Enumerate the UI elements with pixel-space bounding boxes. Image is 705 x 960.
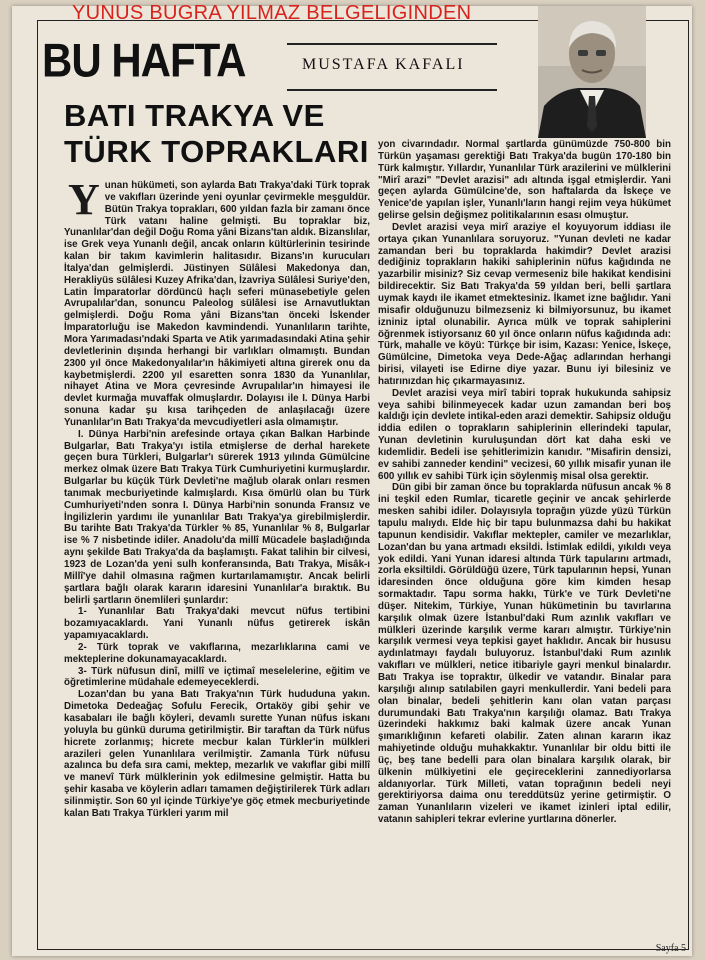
article-headline: BATI TRAKYA VE TÜRK TOPRAKLARI [64,98,369,169]
page-number: Sayfa 5 [655,943,686,954]
archive-watermark: YUNUS BUGRA YILMAZ BELGELIGINDEN [72,2,472,24]
article-column-right [378,139,671,826]
article-column-left [64,175,370,820]
article-paragraph: 2- Türk toprak ve vakıflarına, mezarlıklarına cami ve mekteplerine dokunamayacaklardı. [64,641,370,665]
article-paragraph: Devlet arazisi veya mirî araziye el koyuyorum iddiası ile ortaya çıkan Yunanlılara soruyoruz. "Yunan devleti ne kadar zamandan beri bu topraklarda hakimdir? Devlet arazisi dediğiniz toprakların hakiki sahiplerinin nüfus kağıdında ne yazarbilir misiniz? Siz cevap vermeseniz bile hakikat kendisini bildirecektir. Siz Batı Trakya'da 59 yıldan beri, belli şartlara uymak kaydı ile ikamet etmektesiniz. İkamet izne bağlıdır. Yani misafir olduğunuzu bilmezseniz ki bilmiyorsunuz, bu ikamet izniniz iptal olunabilir. Ayrıca mülk ve toprak sahiplerini öğrenmek istiyorsanız 60 yıl önce onların nüfus kağıdında adı: Türk, mahalle ve köyü: Türkçe bir isim, Kazası: Yenice, İskeçe, Gümülcine, Dimetoka veya Dede-Ağaç adlarından herhangi birisi, vilayeti ise Edirne diye yazar. Bunu iyi bilesiniz ve hatırınızdan hiç çıkarmayasınız. [378,221,671,387]
article-paragraph: 1- Yunanlılar Batı Trakya'daki mevcut nüfus tertibini bozamıyacaklardı. Yani Yunanlı nüfus getirerek iskân yapamıyacaklardı. [64,606,370,642]
article-paragraph: Lozan'dan bu yana Batı Trakya'nın Türk hududuna yakın. Dimetoka Dedeağaç Sofulu Ferecik, Ortaköy gibi şehir ve kasabaları ile bağlı köyleri, devamlı surette Yunan nüfus iskanı yoluyla bu günkü duruma getirilmiştir. Bir taraftan da Türk nüfus hicrete zorlanmış; hicrete mecbur kalan Türkler'in mülkleri arazileri gelen Yunanlılara verilmiştir. Zamanla Türk nüfusu azalınca bu defa sıra cami, mektep, mezarlık ve vakıflar gibi millî ve manevî Türk mülklerinin yok edilmesine gelmiştir. Hatta bu şehir kasaba ve köylerin adları tamamen değiştirilerek Türk adları silinmiştir. Son 60 yıl içinde Türkiye'ye göç etmek mecburiyetinde kalan Batı Trakya Türkleri yarım mil [64,689,370,819]
article-paragraph: 3- Türk nüfusun dinî, millî ve içtimaî meselelerine, eğitim ve öğretimlerine müdahale edemeyeceklerdi. [64,665,370,689]
article-paragraph: yon civarındadır. Normal şartlarda günümüzde 750-800 bin Türkün yaşaması gerektiği Batı Trakya'da bugün 170-180 bin Türk kalmıştır. Yıllardır, Yunanlılar Türk arazilerini ve mülklerini "Mirî arazi" "Devlet arazisi" adı altında işgal etmişlerdir. Yani geçen aylarda Gümülcine'de, son haftalarda da İskeçe ve Yenice'de yapılan işler, Yunanlı'ların hangi rejim veya hükümet gelirse gelsin değişmez politikalarının esası olmuştur. [378,139,671,222]
magazine-page [12,2,692,956]
article-paragraph: Dün gibi bir zaman önce bu topraklarda nüfusun ancak % 8 ini teşkil eden Rumlar, ticaretle geçinir ve ancak şehirlerde mesken sahibi idiler. Dolayısıyla toprağın yüzde yüzü Türkün tapulu malıydı. Elde hiç bir tapu bulunmazsa dahi bu hakikat tapunun kendisidir. Vakıflar mektepler, camiler ve mezarlıklar, Lozan'dan bu yana artmadı eksildi. İstimlak edildi, yıkıldı veya yok edildi. Yani Yunan idaresi altında Türk tapularını artmadı, zorla eksiltildi. Görüldüğü üzere, Türk tapularının hepsi, Yunan idaresinden önce olduğuna göre kim kimden hesap sormaktadır. Tapu sorma hakkı, Türk'e ve Türk Devleti'ne düşer. Nitekim, Türkiye, Yunan hükümetinin bu tavırlarına karşılık olmak üzere İstanbul'daki Rum azınlık vakıfları ve mülkleri üzerinde karşılık verme kararı almıştır. Türkiye'nin karşılık vermesi veya tepkisi gayet haklıdır. Ancak bir hususu aydınlatmayı faydalı buluyoruz. İstanbul'daki Rum azınlık vakıfları ve mülkleri, netice itibariyle gayri menkul binalardır. Batı Trakya ise topraktır, ülkedir ve vatandır. Binalar para karşılığı alınıp satılabilen gayri menkullerdir. Yani bedeli para olan binalar, bedeli şehitlerin kanı olan vatan parçası durumundaki Batı Trakya'nın karşılığı olamaz. Batı Trakya üzerindeki hakkımız baki kalmak üzere ancak Yunan şımarıklığının kefareti olabilir. Zaten alınan kararın ikaz mahiyetinde olduğu muhakkaktır. Yunanlılar bir oldu bitti ile üç, beş tane bedelli para olan binalara karşılık olarak, bir ülkenin mülkiyetini ele geçireceklerini zannediyorlarsa aldanıyorlar. Türk Milleti, vatan toprağının bedeli neyi gerektiriyorsa daima onu tereddütsüz yerine getirmiştir. O zaman Yunanlıların vizeleri ve ikamet izinleri iptal edilir, vatanın sahipleri tekrar evlerine yurtlarına dönerler. [378,482,671,826]
drop-cap: Y [68,175,100,224]
author-name: MUSTAFA KAFALI [302,56,465,73]
article-paragraph: Devlet arazisi veya mirî tabiri toprak hukukunda sahipsiz veya sahibi bilinmeyecek kadar uzun zamandan beri boş kaldığı için devlete intikal-eden arazi demektir. Sahipsiz olduğu iddia edilen o toprakların sahiplerinin ellerindeki tapular, Yunan devletinin kuruluşundan dört kat daha eski ve kıdemlidir. Bedeli ise şehitlerimizin kanıdır. "Misafirin densizi, ev sahibi zanneder kendini" vecizesi, 60 yıllık misafir yunan ile 600 yıllık ev sahibi Türk için söylenmiş misal olsa gerektir. [378,387,671,482]
article-paragraph: I. Dünya Harbi'nin arefesinde ortaya çıkan Balkan Harbinde Bulgarlar, Batı Trakya'yı istila etmişlerse de derhal harekete geçen bura Türkleri, Bulgarlar'ı sürerek 1913 yılında Gümülcine merkez olmak üzere Batı Trakya Türk Cumhuriyetini kurmuşlardır. Bulgarlar bu küçük Türk Devleti'ne mağlub olarak onları resmen tanımak mecburiyetinde kalmışlardı. Kısa ömürlü olan bu Türk Cumhuriyeti'nden sonra I. Dünya Harbi'nin sonunda Fransız ve İngilizlerin yardımı ile yunanlılar Batı Trakya'ya girebilmişlerdir. Bu tarihte Batı Trakya'da Türkler % 85, Yunanlılar % 8, Bulgarlar ise % 7 nisbetinde idiler. Anadolu'da millî Mücadele başladığında aynı şekilde Batı Trakya'da da başlamıştı. Fakat talihin bir cilvesi, 1923 de Lozan'da yeni sulh konferansında, Batı Trakya, Misâk-ı Millî'ye dahil olmasına rağmen kurtarılamamıştır. Ancak belirli şartlara bağlı olarak kararın idaresini Yunanlılar'a bıraktık. Bu belirli şartların önemlileri şunlardır: [64,428,370,606]
section-kicker: BU HAFTA [42,34,246,87]
article-paragraph: Yunan hükümeti, son aylarda Batı Trakya'daki Türk toprak ve vakıfları üzerinde yeni oyunlar çevirmekle meşguldür. Bütün Trakya toprakları, 600 yıldan fazla bir zamanı önce Türk vatanı haline gelmişti. Bu topraklar biz, Yunanlılar'dan değil Doğu Roma yâni Bizans'tan aldık. Bizanslılar, ise Grek veya Yunanlı değil, ancak onların kültürlerinin tesirinde kalan bir takım kavimlerin halitasıdır. Bizans'ın kurucuları İtalya'dan gelmişlerdi. Jüstinyen Sülâlesi Makedonya dan, Herakliyüs sülâlesi Kuzey Afrika'dan, İzavriya Sülâlesi Suriye'den, Latin İmparatorlar dördüncü haçlı seferi münasebetiyle gelen Avrupalılar'dan, sonuncu Paleolog sülâlesi ise Arnavutluktan gelmişlerdi. Doğu Roma yâni Bizans'tan önceki İskender İmparatorluğu ise Makedon kavmindendi. Yunanlıların tarihte, Mora Yarımadası'ndaki Sparta ve Atik yarımadasındaki Atina şehir devletlerinin dışında herhangi bir varlıkları olmamıştı. Bundan 2300 yıl önce Makedonyalılar'ın hâkimiyeti altına girerek onu da kaybetmişlerdi. 2200 yıl esaretten sonra 1830 da Yunanlılar, nihayet Atina ve Mora çevresinde Avrupalılar'ın himayesi ile devlet kurmağa muvaffak olmuşlardır. Dolayısı ile I. Dünya Harbi sonuna kadar şu kısa tarihçeden de anlaşılacağı üzere Yunanlılar'ın Batı Trakya'da mevcudiyetleri asla olmamıştır. [64,175,370,428]
author-portrait [538,6,646,138]
